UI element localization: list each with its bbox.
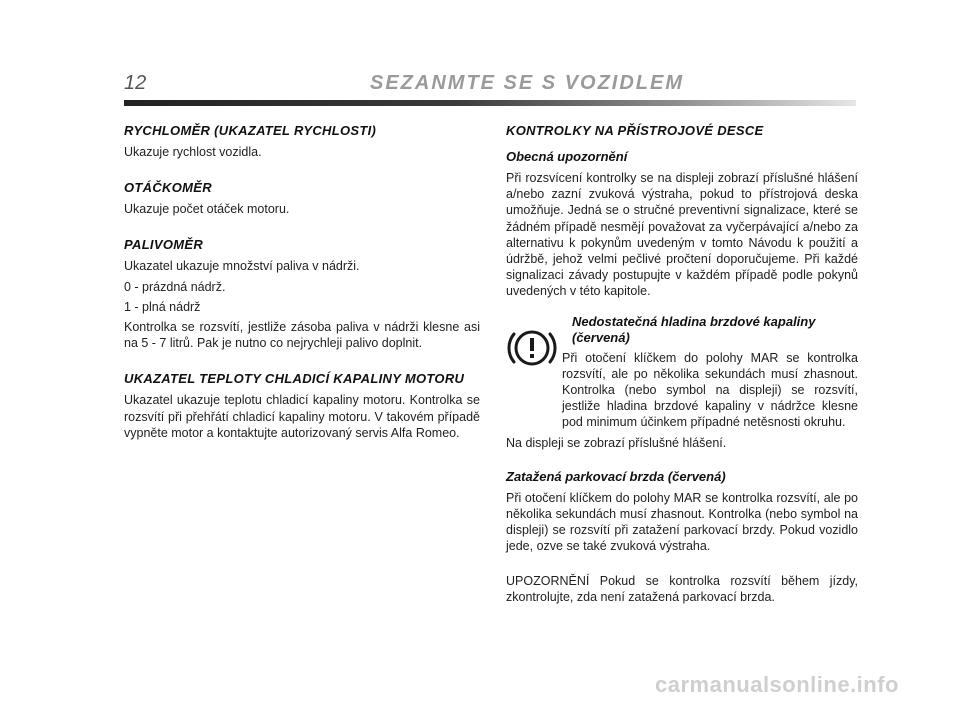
general-subheading: Obecná upozornění [506,149,628,164]
fuel-text-4: Kontrolka se rozsvítí, jestliže zásoba paliva v nádrži klesne asi na 5 - 7 litrů. Pak je nutno co nejrychleji palivo doplnit. [124,320,480,351]
tachometer-section [124,180,480,217]
fuel-text-2: 0 - prázdná nádrž. [124,279,226,294]
coolant-section [124,371,480,441]
watermark: carmanualsonline.info [655,672,899,697]
left-column [124,123,480,461]
parking-brake-text-1: Při otočení klíčkem do polohy MAR se kontrolka rozsvítí, ale po několika sekundách musí zhasnout. Kontrolka (nebo symbol na displeji) se rozsvítí při zatažení parkovací brzdy. Pokud vozidlo jede, ozve se také zvuková výstraha. [506,490,858,554]
fuel-section [124,237,480,351]
brake-fluid-text-1: Při otočení klíčkem do polohy MAR se kontrolka rozsvítí, ale po několika sekundách musí zhasnout. Kontrolka (nebo symbol na displeji) se rozsvítí, jestliže hladina brzdové kapaliny v nádržce klesne pod minimum účinkem případné netěsnosti okruhu. [562,350,858,430]
brake-warning-icon [506,322,558,374]
brake-fluid-heading: Nedostatečná hladina brzdové kapaliny (červená) [572,313,816,345]
coolant-text: Ukazatel ukazuje teplotu chladicí kapaliny motoru. Kontrolka se rozsvítí při přehřátí chladicí kapaliny motoru. V takovém případě vypněte motor a kontaktujte autorizovaný servis Alfa Romeo. [124,393,480,440]
fuel-text-3: 1 - plná nádrž [124,299,201,314]
brake-fluid-section [506,314,858,451]
parking-brake-section [506,469,858,605]
tachometer-heading: OTÁČKOMĚR [124,180,212,196]
page-number: 12 [124,72,147,94]
tachometer-text: Ukazuje počet otáček motoru. [124,202,290,217]
right-column [506,123,858,625]
parking-brake-text-2: UPOZORNĚNÍ Pokud se kontrolka rozsvítí během jízdy, zkontrolujte, zda není zatažená parkovací brzda. [506,573,858,604]
parking-brake-heading: Zatažená parkovací brzda (červená) [506,468,726,484]
warning-lights-heading: KONTROLKY NA PŘÍSTROJOVÉ DESCE [506,123,764,138]
speedometer-heading: RYCHLOMĚR (UKAZATEL RYCHLOSTI) [124,123,377,138]
header-rule [124,100,856,106]
speedometer-section [124,123,480,160]
fuel-heading: PALIVOMĚR [124,237,204,253]
speedometer-text: Ukazuje rychlost vozidla. [124,145,262,159]
coolant-heading: UKAZATEL TEPLOTY CHLADICÍ KAPALINY MOTORU [124,371,465,387]
general-text: Při rozsvícení kontrolky se na displeji zobrazí příslušné hlášení a/nebo zazní zvuková výstraha, pokud to přístrojová deska umožňuje. Jedná se o stručné preventivní signalizace, které se žádném případě nesmějí považovat za vyčerpávající a/nebo za alternativu k pokynům uvedeným v tomto Návodu k použití a údržbě, jehož velmi pečlivé pročtení doporučujeme. Při každé signalizaci závady postupujte v každém případě podle pokynů uvedených v této kapitole. [506,171,858,299]
fuel-text-1: Ukazatel ukazuje množství paliva v nádrži. [124,259,360,274]
header-title: SEZANMTE SE S VOZIDLEM [370,72,685,94]
brake-fluid-text-2: Na displeji se zobrazí příslušné hlášení. [506,435,727,450]
